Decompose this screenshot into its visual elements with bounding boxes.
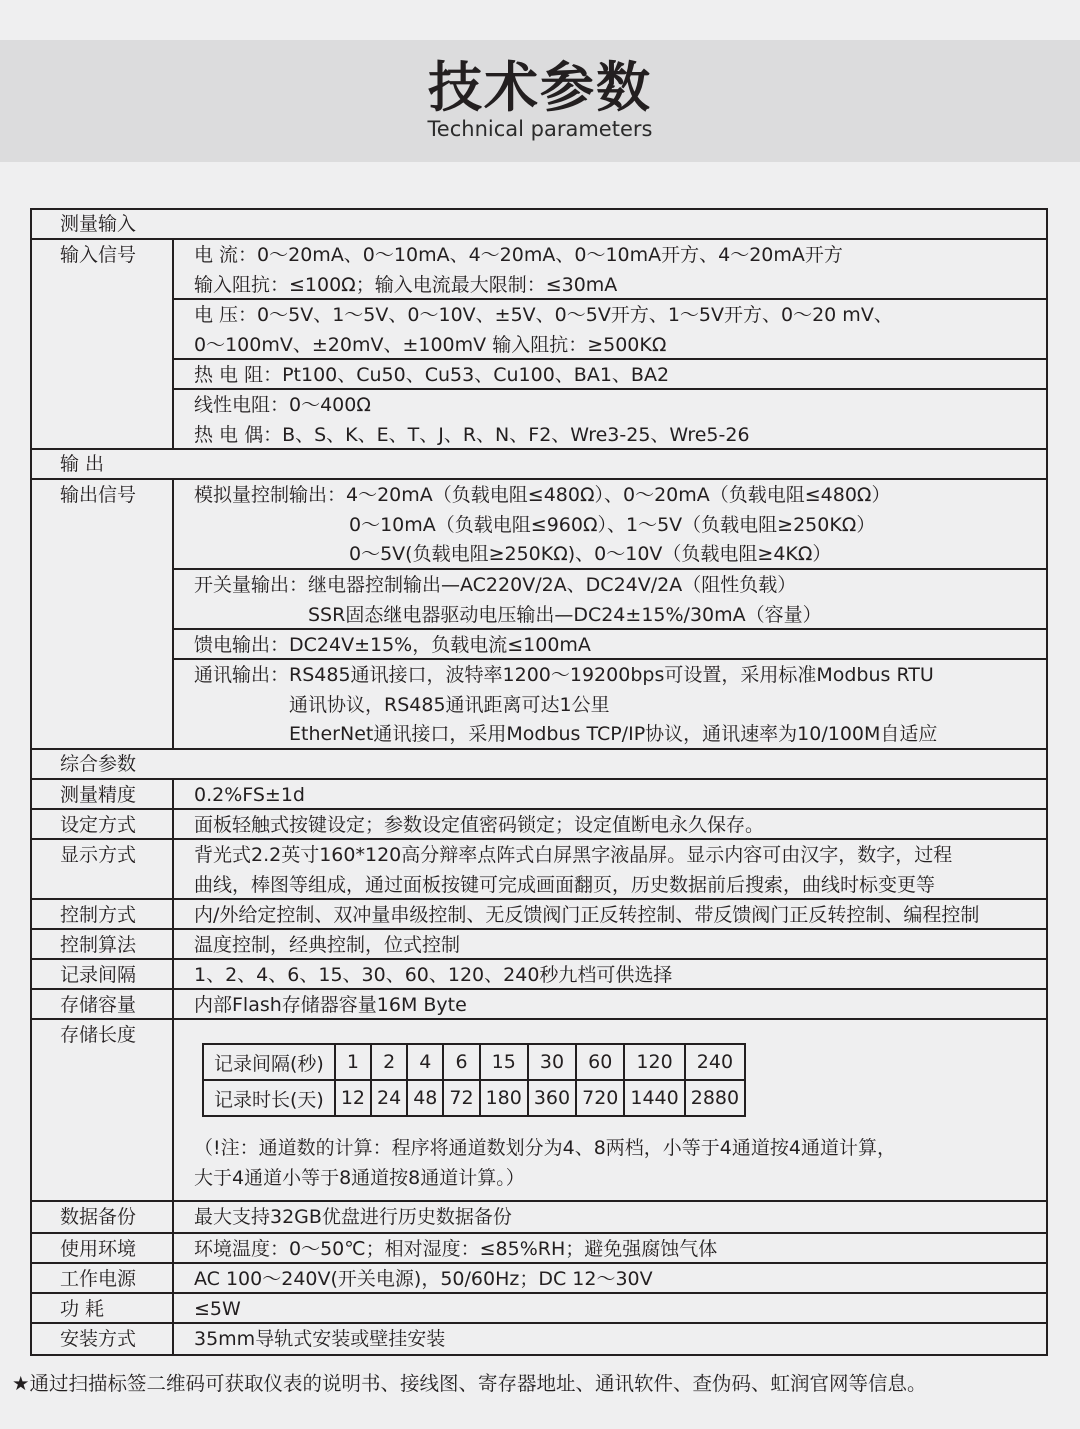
- row-content: [174, 990, 1046, 1018]
- row-content: [174, 1294, 1046, 1322]
- row-label: 显示方式: [32, 840, 174, 898]
- text-line: 0～5V(负载电阻≥250KΩ)、0～10V（负载电阻≥4KΩ）: [349, 543, 832, 565]
- row-content: [174, 1264, 1046, 1292]
- text-line: EtherNet通讯接口，采用Modbus TCP/IP协议，通讯速率为10/100M自适应: [289, 723, 938, 745]
- section-row-measure-input: [32, 210, 1046, 240]
- text-line: 35mm导轨式安装或壁挂安装: [194, 1328, 446, 1350]
- row-backup: [32, 1202, 1046, 1234]
- table-cell: 24: [371, 1080, 407, 1116]
- text-line: 模拟量控制输出：4～20mA（负载电阻≤480Ω）、0～20mA（负载电阻≤480Ω）: [194, 484, 891, 506]
- text-line: 通讯输出：RS485通讯接口，波特率1200～19200bps可设置，采用标准Modbus RTU: [194, 664, 934, 686]
- table-cell: 240: [685, 1044, 745, 1080]
- text-line: （!注：通道数的计算：程序将通道数划分为4、8两档，小等于4通道按4通道计算，: [194, 1137, 896, 1159]
- row-label: 输入信号: [32, 240, 174, 448]
- sub-feed-output: [174, 630, 1046, 660]
- text-line: 环境温度：0～50℃；相对湿度：≤85%RH；避免强腐蚀气体: [194, 1238, 718, 1260]
- row-control-mode: [32, 900, 1046, 930]
- table-row: [203, 1044, 745, 1080]
- row-precision: [32, 780, 1046, 810]
- table-cell: 15: [480, 1044, 528, 1080]
- text-line: 1、2、4、6、15、30、60、120、240秒九档可供选择: [194, 964, 673, 986]
- text-line: 电 压：0～5V、1～5V、0～10V、±5V、0～5V开方、1～5V开方、0～20 mV、: [194, 304, 893, 326]
- section-row-output: [32, 450, 1046, 480]
- table-cell: 360: [528, 1080, 576, 1116]
- page-title: 技术参数: [428, 56, 652, 119]
- row-power: [32, 1264, 1046, 1294]
- text-line: 0～100mV、±20mV、±100mV 输入阻抗：≥500KΩ: [194, 333, 667, 356]
- row-output-signal: [32, 480, 1046, 750]
- row-algorithm: [32, 930, 1046, 960]
- text-line: 最大支持32GB优盘进行历史数据备份: [194, 1206, 512, 1228]
- text-line: 线性电阻：0～400Ω: [194, 394, 371, 416]
- row-record-interval: [32, 960, 1046, 990]
- spec-table: [30, 208, 1048, 1356]
- text-line: 温度控制，经典控制，位式控制: [194, 934, 461, 956]
- row-consumption: [32, 1294, 1046, 1324]
- row-content: [174, 900, 1046, 928]
- sub-analog-output: [174, 480, 1046, 570]
- row-label: 数据备份: [32, 1202, 174, 1232]
- row-content: [174, 840, 1046, 898]
- sub-comm-output: [174, 660, 1046, 748]
- row-label: 使用环境: [32, 1234, 174, 1262]
- row-label: 控制算法: [32, 930, 174, 958]
- table-row-header: 记录时长(天): [203, 1080, 335, 1116]
- sub-rtd: [174, 360, 1046, 390]
- section-label: 综合参数: [60, 753, 137, 775]
- row-display: [32, 840, 1046, 900]
- row-label: 工作电源: [32, 1264, 174, 1292]
- table-cell: 12: [335, 1080, 371, 1116]
- row-content: [174, 930, 1046, 958]
- storage-note: [174, 1133, 1046, 1193]
- header-banner: [0, 40, 1080, 162]
- row-label: 控制方式: [32, 900, 174, 928]
- text-line: 内部Flash存储器容量16M Byte: [194, 994, 467, 1016]
- row-content: [174, 1202, 1046, 1232]
- row-content: [174, 480, 1046, 748]
- text-line: ≤5W: [194, 1298, 241, 1320]
- row-label: 记录间隔: [32, 960, 174, 988]
- row-content: [174, 810, 1046, 838]
- table-cell: 72: [443, 1080, 479, 1116]
- sub-linear-thermocouple: [174, 390, 1046, 448]
- row-setting: [32, 810, 1046, 840]
- text-line: 大于4通道小等于8通道按8通道计算。）: [194, 1166, 525, 1189]
- table-row: [203, 1080, 745, 1116]
- row-content: [174, 780, 1046, 808]
- row-input-signal: [32, 240, 1046, 450]
- text-line: 曲线，棒图等组成，通过面板按键可完成画面翻页，历史数据前后搜索，曲线时标变更等: [194, 873, 936, 896]
- row-label: 安装方式: [32, 1324, 174, 1354]
- text-line: 电 流：0～20mA、0～10mA、4～20mA、0～10mA开方、4～20mA开方: [194, 244, 843, 266]
- table-cell: 1440: [624, 1080, 684, 1116]
- storage-length-table: [202, 1043, 746, 1117]
- text-line: 背光式2.2英寸160*120高分辩率点阵式白屏黑字液晶屏。显示内容可由汉字，数字，过程: [194, 844, 953, 866]
- footer-note: ★通过扫描标签二维码可获取仪表的说明书、接线图、寄存器地址、通讯软件、查伪码、虹润官网等信息。: [12, 1372, 927, 1395]
- row-storage-length: [32, 1020, 1046, 1202]
- text-line: SSR固态继电器驱动电压输出—DC24±15%/30mA（容量）: [308, 603, 822, 626]
- table-cell: 720: [576, 1080, 624, 1116]
- text-line: 热 电 阻：Pt100、Cu50、Cu53、Cu100、BA1、BA2: [194, 364, 670, 386]
- table-cell: 2: [371, 1044, 407, 1080]
- table-row-header: 记录间隔(秒): [203, 1044, 335, 1080]
- section-label: 输 出: [60, 453, 105, 475]
- table-cell: 4: [407, 1044, 443, 1080]
- row-content: [174, 1020, 1046, 1200]
- text-line: 开关量输出：继电器控制输出—AC220V/2A、DC24V/2A（阻性负载）: [194, 574, 797, 596]
- section-label: 测量输入: [60, 213, 137, 235]
- text-line: 馈电输出：DC24V±15%，负载电流≤100mA: [194, 634, 591, 656]
- table-cell: 30: [528, 1044, 576, 1080]
- row-content: [174, 1324, 1046, 1354]
- text-line: 0.2%FS±1d: [194, 784, 305, 806]
- sub-current: [174, 240, 1046, 300]
- table-cell: 120: [624, 1044, 684, 1080]
- page-subtitle: Technical parameters: [427, 117, 653, 141]
- row-label: 设定方式: [32, 810, 174, 838]
- text-line: 面板轻触式按键设定；参数设定值密码锁定；设定值断电永久保存。: [194, 814, 765, 836]
- row-label: 存储容量: [32, 990, 174, 1018]
- table-cell: 48: [407, 1080, 443, 1116]
- table-cell: 180: [480, 1080, 528, 1116]
- table-cell: 1: [335, 1044, 371, 1080]
- sub-voltage: [174, 300, 1046, 360]
- text-line: 输入阻抗：≤100Ω；输入电流最大限制：≤30mA: [194, 273, 618, 296]
- row-storage: [32, 990, 1046, 1020]
- sub-switch-output: [174, 570, 1046, 630]
- row-content: [174, 240, 1046, 448]
- text-line: 内/外给定控制、双冲量串级控制、无反馈阀门正反转控制、带反馈阀门正反转控制、编程控制: [194, 904, 980, 926]
- table-cell: 2880: [685, 1080, 745, 1116]
- text-line: 热 电 偶：B、S、K、E、T、J、R、N、F2、Wre3-25、Wre5-26: [194, 423, 750, 446]
- row-label: 输出信号: [32, 480, 174, 748]
- text-line: 0～10mA（负载电阻≤960Ω）、1～5V（负载电阻≥250KΩ）: [349, 513, 876, 536]
- table-cell: 60: [576, 1044, 624, 1080]
- table-cell: 6: [443, 1044, 479, 1080]
- row-label: 功 耗: [32, 1294, 174, 1322]
- row-label: 存储长度: [32, 1020, 174, 1200]
- row-label: 测量精度: [32, 780, 174, 808]
- row-content: [174, 1234, 1046, 1262]
- row-content: [174, 960, 1046, 988]
- text-line: 通讯协议，RS485通讯距离可达1公里: [289, 693, 610, 716]
- row-environment: [32, 1234, 1046, 1264]
- section-row-general: [32, 750, 1046, 780]
- row-install: [32, 1324, 1046, 1354]
- text-line: AC 100～240V(开关电源)，50/60Hz；DC 12～30V: [194, 1268, 653, 1290]
